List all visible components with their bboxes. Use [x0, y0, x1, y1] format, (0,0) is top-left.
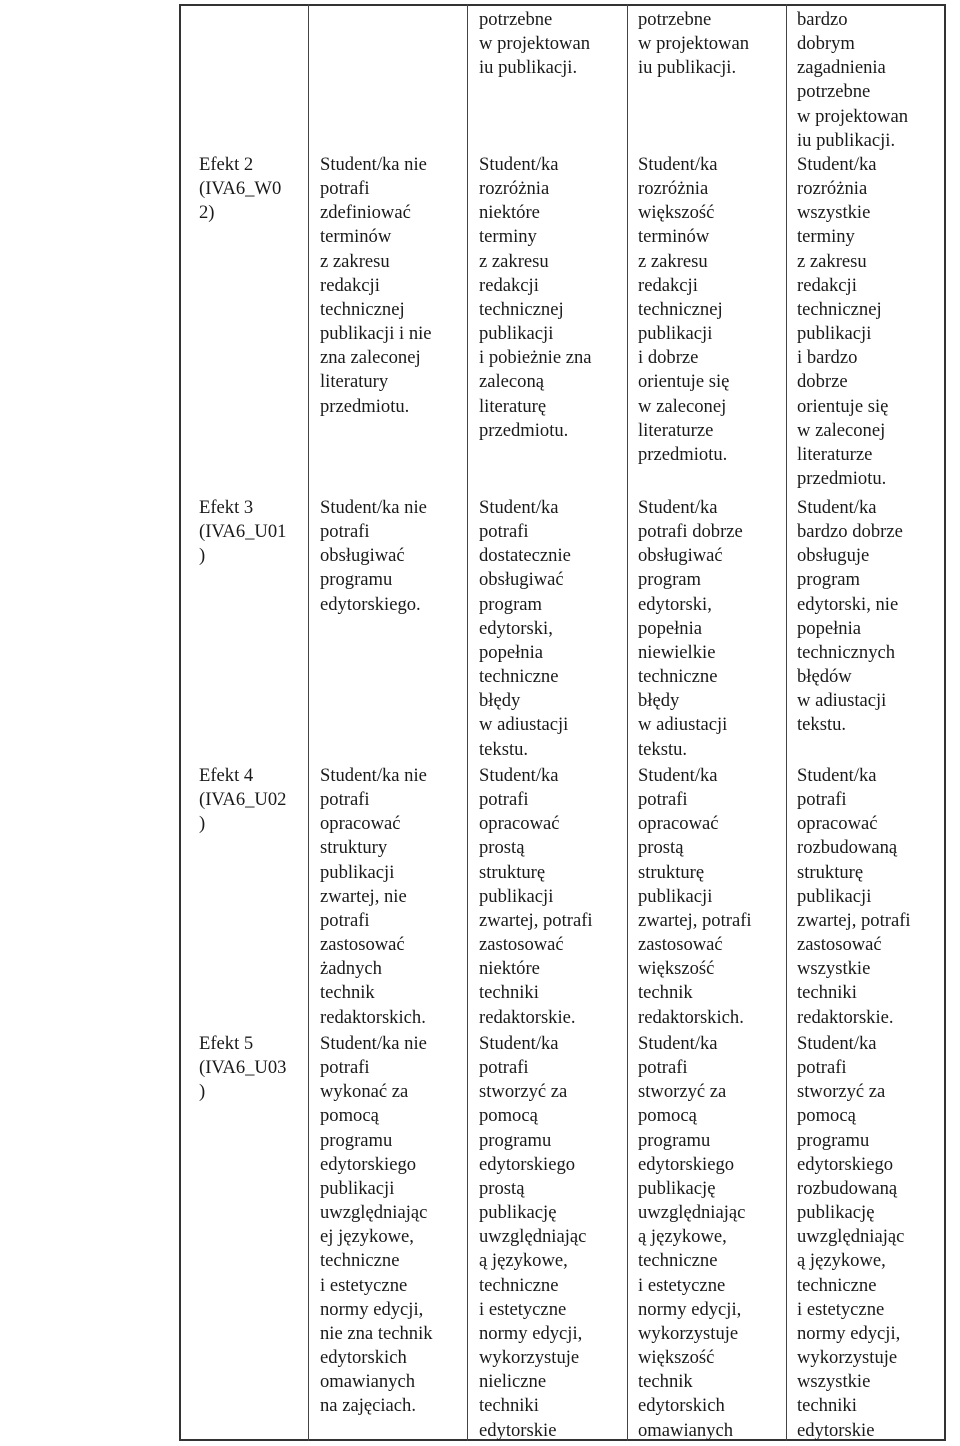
- criterion-cell-grade5: Student/ka bardzo dobrze obsługuje program edytorski, nie popełnia technicznych błędów w adiustacji tekstu.: [797, 497, 903, 736]
- criterion-cell-grade4: Student/ka potrafi dobrze obsługiwać program edytorski, popełnia niewielkie techniczne błędy w adiustacji tekstu.: [638, 497, 743, 760]
- criterion-cell-grade5: Student/ka potrafi stworzyć za pomocą programu edytorskiego rozbudowaną publikację uwzględniając ą językowe, techniczne i estetyczne normy edycji, wykorzystuje wszystkie techniki edytorskie: [797, 1033, 905, 1441]
- column-divider: [467, 4, 468, 1441]
- effect-label: Efekt 3 (IVA6_U01 ): [199, 497, 287, 567]
- effect-label: Efekt 4 (IVA6_U02 ): [199, 765, 287, 835]
- column-divider: [308, 4, 309, 1441]
- criterion-cell-grade5: bardzo dobrym zagadnienia potrzebne w projektowan iu publikacji.: [797, 9, 909, 151]
- criterion-cell-grade3: Student/ka potrafi opracować prostą strukturę publikacji zwartej, potrafi zastosować niektóre techniki redaktorskie.: [479, 765, 593, 1028]
- criterion-cell-grade3: Student/ka potrafi dostatecznie obsługiwać program edytorski, popełnia techniczne błędy w adiustacji tekstu.: [479, 497, 571, 760]
- criterion-cell-grade3: Student/ka potrafi stworzyć za pomocą programu edytorskiego prostą publikację uwzględniając ą językowe, techniczne i estetyczne normy edycji, wykorzystuje nieliczne techniki edytorskie: [479, 1033, 587, 1441]
- criterion-cell-grade2: Student/ka nie potrafi wykonać za pomocą programu edytorskiego publikacji uwzględniając ej językowe, techniczne i estetyczne normy edycji, nie zna technik edytorskich omawianych na zajęciach.: [320, 1033, 433, 1417]
- criterion-cell-grade5: Student/ka potrafi opracować rozbudowaną strukturę publikacji zwartej, potrafi zastosować wszystkie techniki redaktorskie.: [797, 765, 911, 1028]
- effect-label: Efekt 5 (IVA6_U03 ): [199, 1033, 287, 1103]
- criterion-cell-grade5: Student/ka rozróżnia wszystkie terminy z zakresu redakcji technicznej publikacji i bardzo dobrze orientuje się w zaleconej literaturze przedmiotu.: [797, 154, 889, 490]
- criterion-cell-grade2: Student/ka nie potrafi opracować struktury publikacji zwartej, nie potrafi zastosować żadnych technik redaktorskich.: [320, 765, 427, 1028]
- column-divider: [627, 4, 628, 1441]
- criterion-cell-grade4: Student/ka rozróżnia większość terminów z zakresu redakcji technicznej publikacji i dobrze orientuje się w zaleconej literaturze przedmiotu.: [638, 154, 730, 465]
- criterion-cell-grade4: Student/ka potrafi stworzyć za pomocą programu edytorskiego publikację uwzględniając ą językowe, techniczne i estetyczne normy edycji, wykorzystuje większość technik edytorskich omawianych: [638, 1033, 746, 1441]
- column-divider: [786, 4, 787, 1441]
- criterion-cell-grade3: Student/ka rozróżnia niektóre terminy z zakresu redakcji technicznej publikacji i pobieżnie zna zaleconą literaturę przedmiotu.: [479, 154, 592, 441]
- effect-label: Efekt 2 (IVA6_W0 2): [199, 154, 282, 224]
- criterion-cell-grade2: Student/ka nie potrafi zdefiniować terminów z zakresu redakcji technicznej publikacji i nie zna zaleconej literatury przedmiotu.: [320, 154, 432, 417]
- criterion-cell-grade4: Student/ka potrafi opracować prostą strukturę publikacji zwartej, potrafi zastosować większość technik redaktorskich.: [638, 765, 752, 1028]
- criterion-cell-grade2: Student/ka nie potrafi obsługiwać programu edytorskiego.: [320, 497, 427, 615]
- criterion-cell-grade3: potrzebne w projektowan iu publikacji.: [479, 9, 591, 79]
- criterion-cell-grade4: potrzebne w projektowan iu publikacji.: [638, 9, 750, 79]
